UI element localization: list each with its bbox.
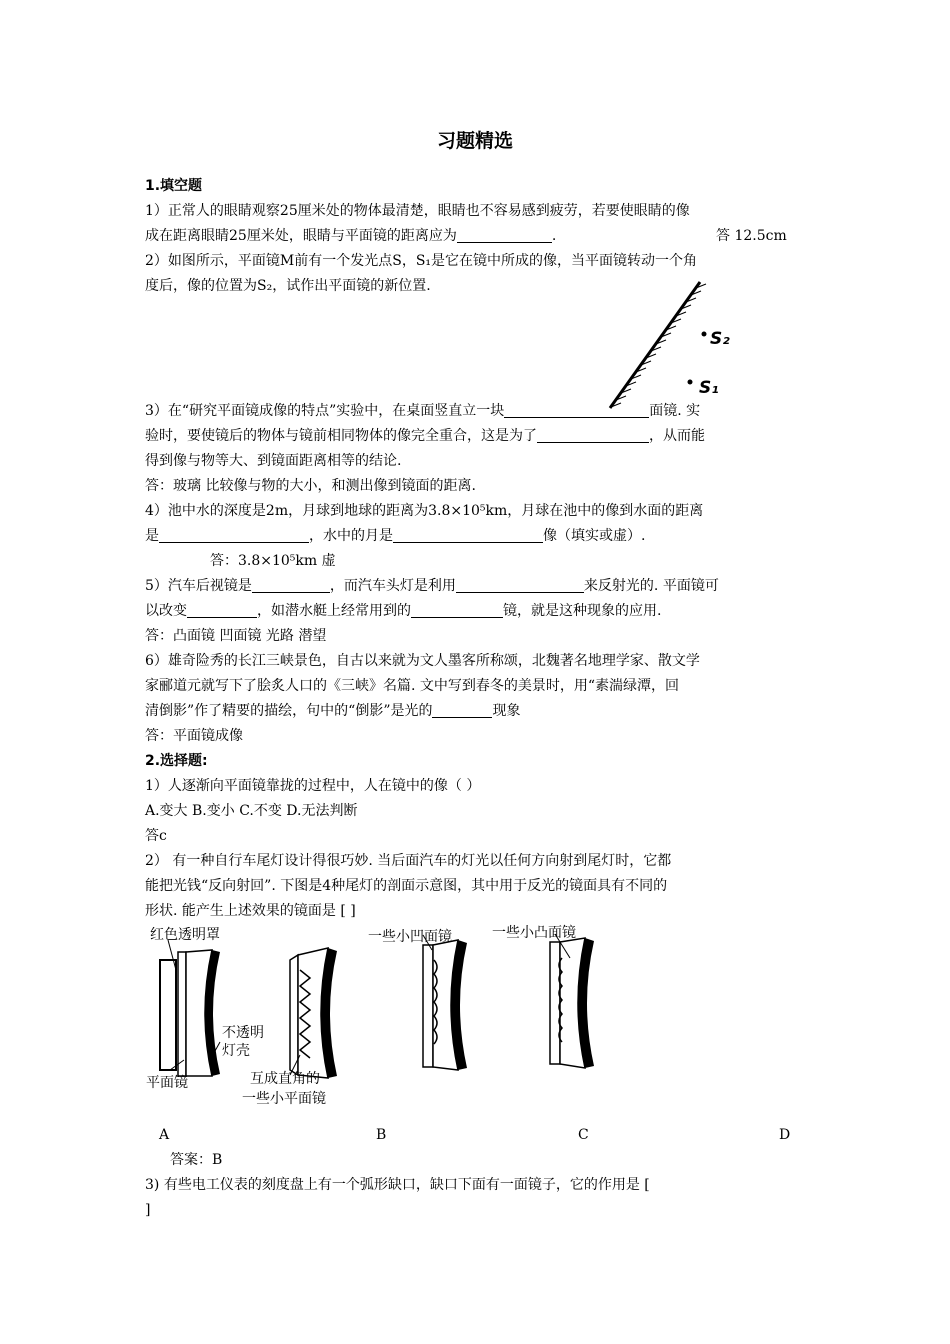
q1-answer: 答 12.5cm bbox=[716, 228, 787, 244]
q4-line1: 4）池中水的深度是2m，月球到地球的距离为3.8×10⁵km，月球在池中的像到水面的距离 bbox=[145, 503, 704, 519]
mirror-line bbox=[610, 282, 700, 408]
answer-blank bbox=[504, 403, 649, 418]
q3-answer: 答：玻璃 比较像与物的大小，和测出像到镜面的距离. bbox=[145, 478, 476, 494]
q6-line1: 6）雄奇险秀的长江三峡景色，自古以来就为文人墨客所称颂，北魏著名地理学家、散文学 bbox=[145, 653, 700, 669]
q5-text6: 镜，就是这种现象的应用. bbox=[503, 603, 662, 619]
q6-text-end: 现象 bbox=[492, 703, 521, 719]
q1-text: 成在距离眼睛25厘米处，眼睛与平面镜的距离应为 bbox=[145, 228, 457, 244]
tail-light-a bbox=[160, 940, 220, 1076]
answer-blank bbox=[393, 528, 543, 543]
q5-line2 bbox=[145, 601, 661, 621]
label-right-angle-1: 互成直角的 bbox=[250, 1071, 320, 1087]
answer-blank bbox=[159, 528, 309, 543]
c1-options: A.变大 B.变小 C.不变 D.无法判断 bbox=[145, 803, 358, 819]
label-concave: 一些小凹面镜 bbox=[368, 929, 452, 945]
q5-line1 bbox=[145, 576, 719, 596]
q4-text2: ，水中的月是 bbox=[309, 528, 393, 544]
answer-blank bbox=[456, 578, 584, 593]
q2-line1: 2）如图所示，平面镜M前有一个发光点S，S₁是它在镜中所成的像，当平面镜转动一个角 bbox=[145, 253, 698, 269]
point-s1 bbox=[688, 380, 693, 385]
q5-text2: ，而汽车头灯是利用 bbox=[329, 578, 456, 594]
answer-blank bbox=[411, 603, 503, 618]
q6-line2: 家郦道元就写下了脍炙人口的《三峡》名篇. 文中写到春冬的美景时，用“素湍绿潭，回 bbox=[145, 678, 680, 694]
q3-text2-end: ，从而能 bbox=[649, 428, 705, 444]
c2-line3: 形状. 能产生上述效果的镜面是 [ ] bbox=[145, 903, 356, 919]
label-flat-mirror: 平面镜 bbox=[146, 1075, 188, 1091]
s2-label: S₂ bbox=[710, 329, 730, 349]
tail-light-figure bbox=[140, 920, 800, 1110]
c2-line1: 2） 有一种自行车尾灯设计得很巧妙. 当后面汽车的灯光以任何方向射到尾灯时，它都 bbox=[145, 853, 672, 869]
q6-text: 清倒影”作了精要的描绘，句中的“倒影”是光的 bbox=[145, 703, 433, 719]
answer-blank bbox=[252, 578, 330, 593]
q5-text5: ，如潜水艇上经常用到的 bbox=[257, 603, 411, 619]
tail-light-b bbox=[290, 948, 337, 1078]
section-heading-fill-blank: 1.填空题 bbox=[145, 178, 203, 194]
tail-light-d bbox=[550, 934, 594, 1068]
q4-text: 是 bbox=[145, 528, 159, 544]
answer-blank bbox=[187, 603, 257, 618]
q3-text-end: 面镜. 实 bbox=[649, 403, 701, 419]
label-opaque-shell-1: 不透明 bbox=[222, 1025, 264, 1041]
q5-answer: 答：凸面镜 凹面镜 光路 潜望 bbox=[145, 628, 327, 644]
q6-line3 bbox=[145, 701, 520, 721]
answer-blank bbox=[432, 703, 492, 718]
c2-answer: 答案：B bbox=[170, 1152, 223, 1168]
answer-blank bbox=[457, 228, 552, 243]
q5-text3: 来反射光的. 平面镜可 bbox=[583, 578, 719, 594]
c1-line1: 1）人逐渐向平面镜靠拢的过程中，人在镜中的像（ ） bbox=[145, 778, 481, 794]
choice-label-d: D bbox=[779, 1127, 791, 1143]
plane-mirror-figure bbox=[600, 280, 750, 415]
point-s2 bbox=[702, 332, 707, 337]
q3-text: 3）在“研究平面镜成像的特点”实验中，在桌面竖直立一块 bbox=[145, 403, 505, 419]
choice-label-a: A bbox=[159, 1127, 170, 1143]
choice-label-c: C bbox=[578, 1127, 589, 1143]
q2-line2: 度后，像的位置为S₂，试作出平面镜的新位置. bbox=[145, 278, 431, 294]
s1-label: S₁ bbox=[699, 378, 719, 398]
c3-line2: ] bbox=[145, 1202, 151, 1218]
tail-light-c bbox=[423, 935, 467, 1070]
choice-label-b: B bbox=[376, 1127, 387, 1143]
section-heading-multiple-choice: 2.选择题: bbox=[145, 753, 208, 769]
q4-line2 bbox=[145, 526, 645, 546]
label-opaque-shell-2: 灯壳 bbox=[222, 1043, 250, 1059]
tail-light-diagrams bbox=[140, 920, 800, 1110]
answer-blank bbox=[537, 428, 649, 443]
q3-text2: 验时，要使镜后的物体与镜前相同物体的像完全重合，这是为了 bbox=[145, 428, 537, 444]
q1-text-end: . bbox=[551, 228, 557, 244]
q3-line3: 得到像与物等大、到镜面距离相等的结论. bbox=[145, 453, 402, 469]
q1-line1: 1）正常人的眼睛观察25厘米处的物体最清楚，眼睛也不容易感到疲劳，若要使眼睛的像 bbox=[145, 203, 690, 219]
q4-answer: 答：3.8×10⁵km 虚 bbox=[210, 553, 336, 569]
c1-answer: 答c bbox=[145, 828, 167, 844]
q3-line1 bbox=[145, 401, 700, 421]
c3-line1: 3) 有些电工仪表的刻度盘上有一个弧形缺口，缺口下面有一面镜子，它的作用是 [ bbox=[145, 1177, 650, 1193]
q3-line2 bbox=[145, 426, 705, 446]
q4-text3: 像（填实或虚）. bbox=[543, 528, 646, 544]
label-convex: 一些小凸面镜 bbox=[492, 925, 576, 941]
page-title: 习题精选 bbox=[436, 130, 513, 152]
q5-text: 5）汽车后视镜是 bbox=[145, 578, 252, 594]
label-red-cover: 红色透明罩 bbox=[150, 927, 220, 943]
q5-text4: 以改变 bbox=[145, 603, 187, 619]
c2-line2: 能把光钱“反向射回”. 下图是4种尾灯的剖面示意图，其中用于反光的镜面具有不同的 bbox=[145, 878, 668, 894]
label-right-angle-2: 一些小平面镜 bbox=[242, 1091, 326, 1107]
q6-answer: 答：平面镜成像 bbox=[145, 728, 243, 744]
q1-line2 bbox=[145, 226, 556, 246]
